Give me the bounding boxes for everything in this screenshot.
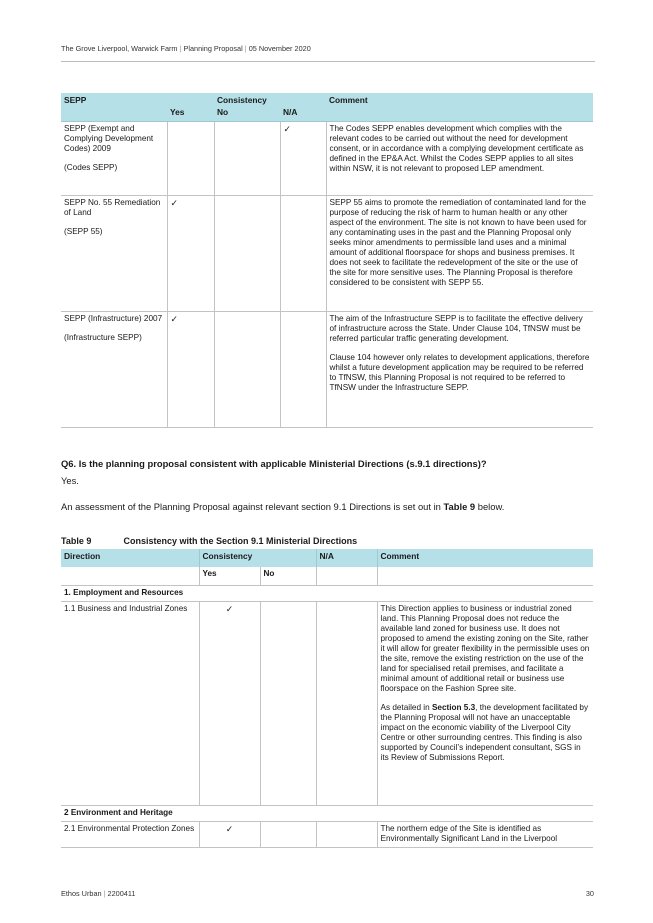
no-cell <box>214 195 280 311</box>
section-heading: 2 Environment and Heritage <box>61 805 593 821</box>
comment-cell: SEPP 55 aims to promote the remediation of contaminated land for the purpose of reducing the risk of harm to human health or any other aspect of the environment. The site is not known to have been used for any contaminating uses in the past and the Planning Proposal only seeks minor amendments to permissible land uses and a minimal amount of additional floorspace for shops and business premises. It does not seek to facilitate the redevelopment of the site or the use of the site for more sensitive uses. The Planning Proposal is therefore considered to be consistent with SEPP 55. <box>326 195 593 311</box>
comment-cell: The Codes SEPP enables development which complies with the relevant codes to be carried out without the need for development consent, or in accordance with a complying development certificate as defined in the EP&A Act. Whilst the Codes SEPP applies to all sites within NSW, it is not relevant to proposed LEP amendment. <box>326 121 593 195</box>
header-doc-type: Planning Proposal <box>183 44 243 53</box>
col-comment: Comment <box>326 93 593 121</box>
yes-cell <box>167 121 214 195</box>
comment-cell: The aim of the Infrastructure SEPP is to facilitate the effective delivery of infrastructure across the State. Under Clause 104, TfNSW must be referred particular traffic generating development. Clause 104 however only relates to development applications, therefore whilst a future development application may be required to be referred to TfNSW, this Planning Proposal is not required to be referred to TfNSW under the Infrastructure SEPP. <box>326 311 593 427</box>
col-na: N/A <box>316 549 377 567</box>
yes-check-cell: ✓ <box>167 311 214 427</box>
col-na: N/A <box>280 93 326 121</box>
table-title: Consistency with the Section 9.1 Ministerial Directions <box>123 536 358 546</box>
q6-question: Q6. Is the planning proposal consistent with applicable Ministerial Directions (s.9.1 directions)? <box>61 458 487 469</box>
col-direction: Direction <box>61 549 199 567</box>
header-divider <box>61 61 595 62</box>
na-cell <box>280 311 326 427</box>
direction-cell: 2.1 Environmental Protection Zones <box>61 821 199 847</box>
sepp-table <box>61 93 593 428</box>
section-row <box>61 585 593 601</box>
table-row <box>61 121 593 195</box>
q6-answer: Yes. <box>61 475 79 486</box>
sepp-table-header <box>61 93 593 121</box>
table-row <box>61 821 593 847</box>
direction-cell: 1.1 Business and Industrial Zones <box>61 601 199 805</box>
q6-intro: An assessment of the Planning Proposal against relevant section 9.1 Directions is set out in Table 9 below. <box>61 501 505 512</box>
na-cell <box>280 195 326 311</box>
yes-check-cell: ✓ <box>199 601 260 805</box>
comment-cell: The northern edge of the Site is identified as Environmentally Significant Land in the Liverpool <box>377 821 593 847</box>
table-reference: Table 9 <box>443 501 476 512</box>
section-reference: Section 5.3 <box>431 702 476 712</box>
table-row <box>61 601 593 805</box>
col-sepp: SEPP <box>61 93 167 121</box>
na-check-cell: ✓ <box>280 121 326 195</box>
subheader-row <box>61 567 593 585</box>
header-separator: | <box>244 44 247 53</box>
yes-check-cell: ✓ <box>167 195 214 311</box>
header-separator: | <box>179 44 182 53</box>
no-cell <box>214 311 280 427</box>
header-project: The Grove Liverpool, Warwick Farm <box>61 44 178 53</box>
table-number: Table 9 <box>61 536 92 546</box>
header-date: 05 November 2020 <box>248 44 311 53</box>
section-row <box>61 805 593 821</box>
no-cell <box>214 121 280 195</box>
directions-table-header <box>61 549 593 567</box>
na-cell <box>316 601 377 805</box>
table-row <box>61 195 593 311</box>
no-cell <box>260 821 316 847</box>
col-no: No <box>260 567 316 585</box>
col-yes: Yes <box>167 93 214 121</box>
sepp-name-cell: SEPP (Infrastructure) 2007 (Infrastructure SEPP) <box>61 311 167 427</box>
running-header <box>61 44 311 53</box>
table-row <box>61 311 593 427</box>
no-cell <box>260 601 316 805</box>
na-cell <box>316 821 377 847</box>
footer-company: Ethos Urban <box>61 889 102 898</box>
footer-separator: | <box>103 889 106 898</box>
col-yes: Yes <box>199 567 260 585</box>
col-no: Consistency No <box>214 93 280 121</box>
running-footer <box>61 889 135 898</box>
comment-cell: This Direction applies to business or industrial zoned land. This Planning Proposal does not reduce the available land zoned for business use. It does not proposed to amend the existing zoning on the Site, rather it will allow for greater flexibility in the permissible uses on the site, remove the existing restriction on the use of the land for specialised retail premises, and facilitate a minimal amount of additional retail or business use floorspace on the Fashion Spree site. As detailed in Section 5.3, the development facilitated by the Planning Proposal will not have an unacceptable impact on the economic viability of the Liverpool City Centre or other surrounding centres. This finding is also supported by Council’s independent consultant, SGS in its Review of Submissions Report. <box>377 601 593 805</box>
table-caption <box>61 536 357 546</box>
sepp-name-cell: SEPP No. 55 Remediation of Land (SEPP 55) <box>61 195 167 311</box>
col-consistency: Consistency <box>199 549 316 567</box>
section-heading: 1. Employment and Resources <box>61 585 593 601</box>
sepp-name-cell: SEPP (Exempt and Complying Development Codes) 2009 (Codes SEPP) <box>61 121 167 195</box>
page-number: 30 <box>585 889 594 898</box>
footer-job-number: 2200411 <box>107 889 136 898</box>
directions-table <box>61 549 593 848</box>
yes-check-cell: ✓ <box>199 821 260 847</box>
col-comment: Comment <box>377 549 593 567</box>
